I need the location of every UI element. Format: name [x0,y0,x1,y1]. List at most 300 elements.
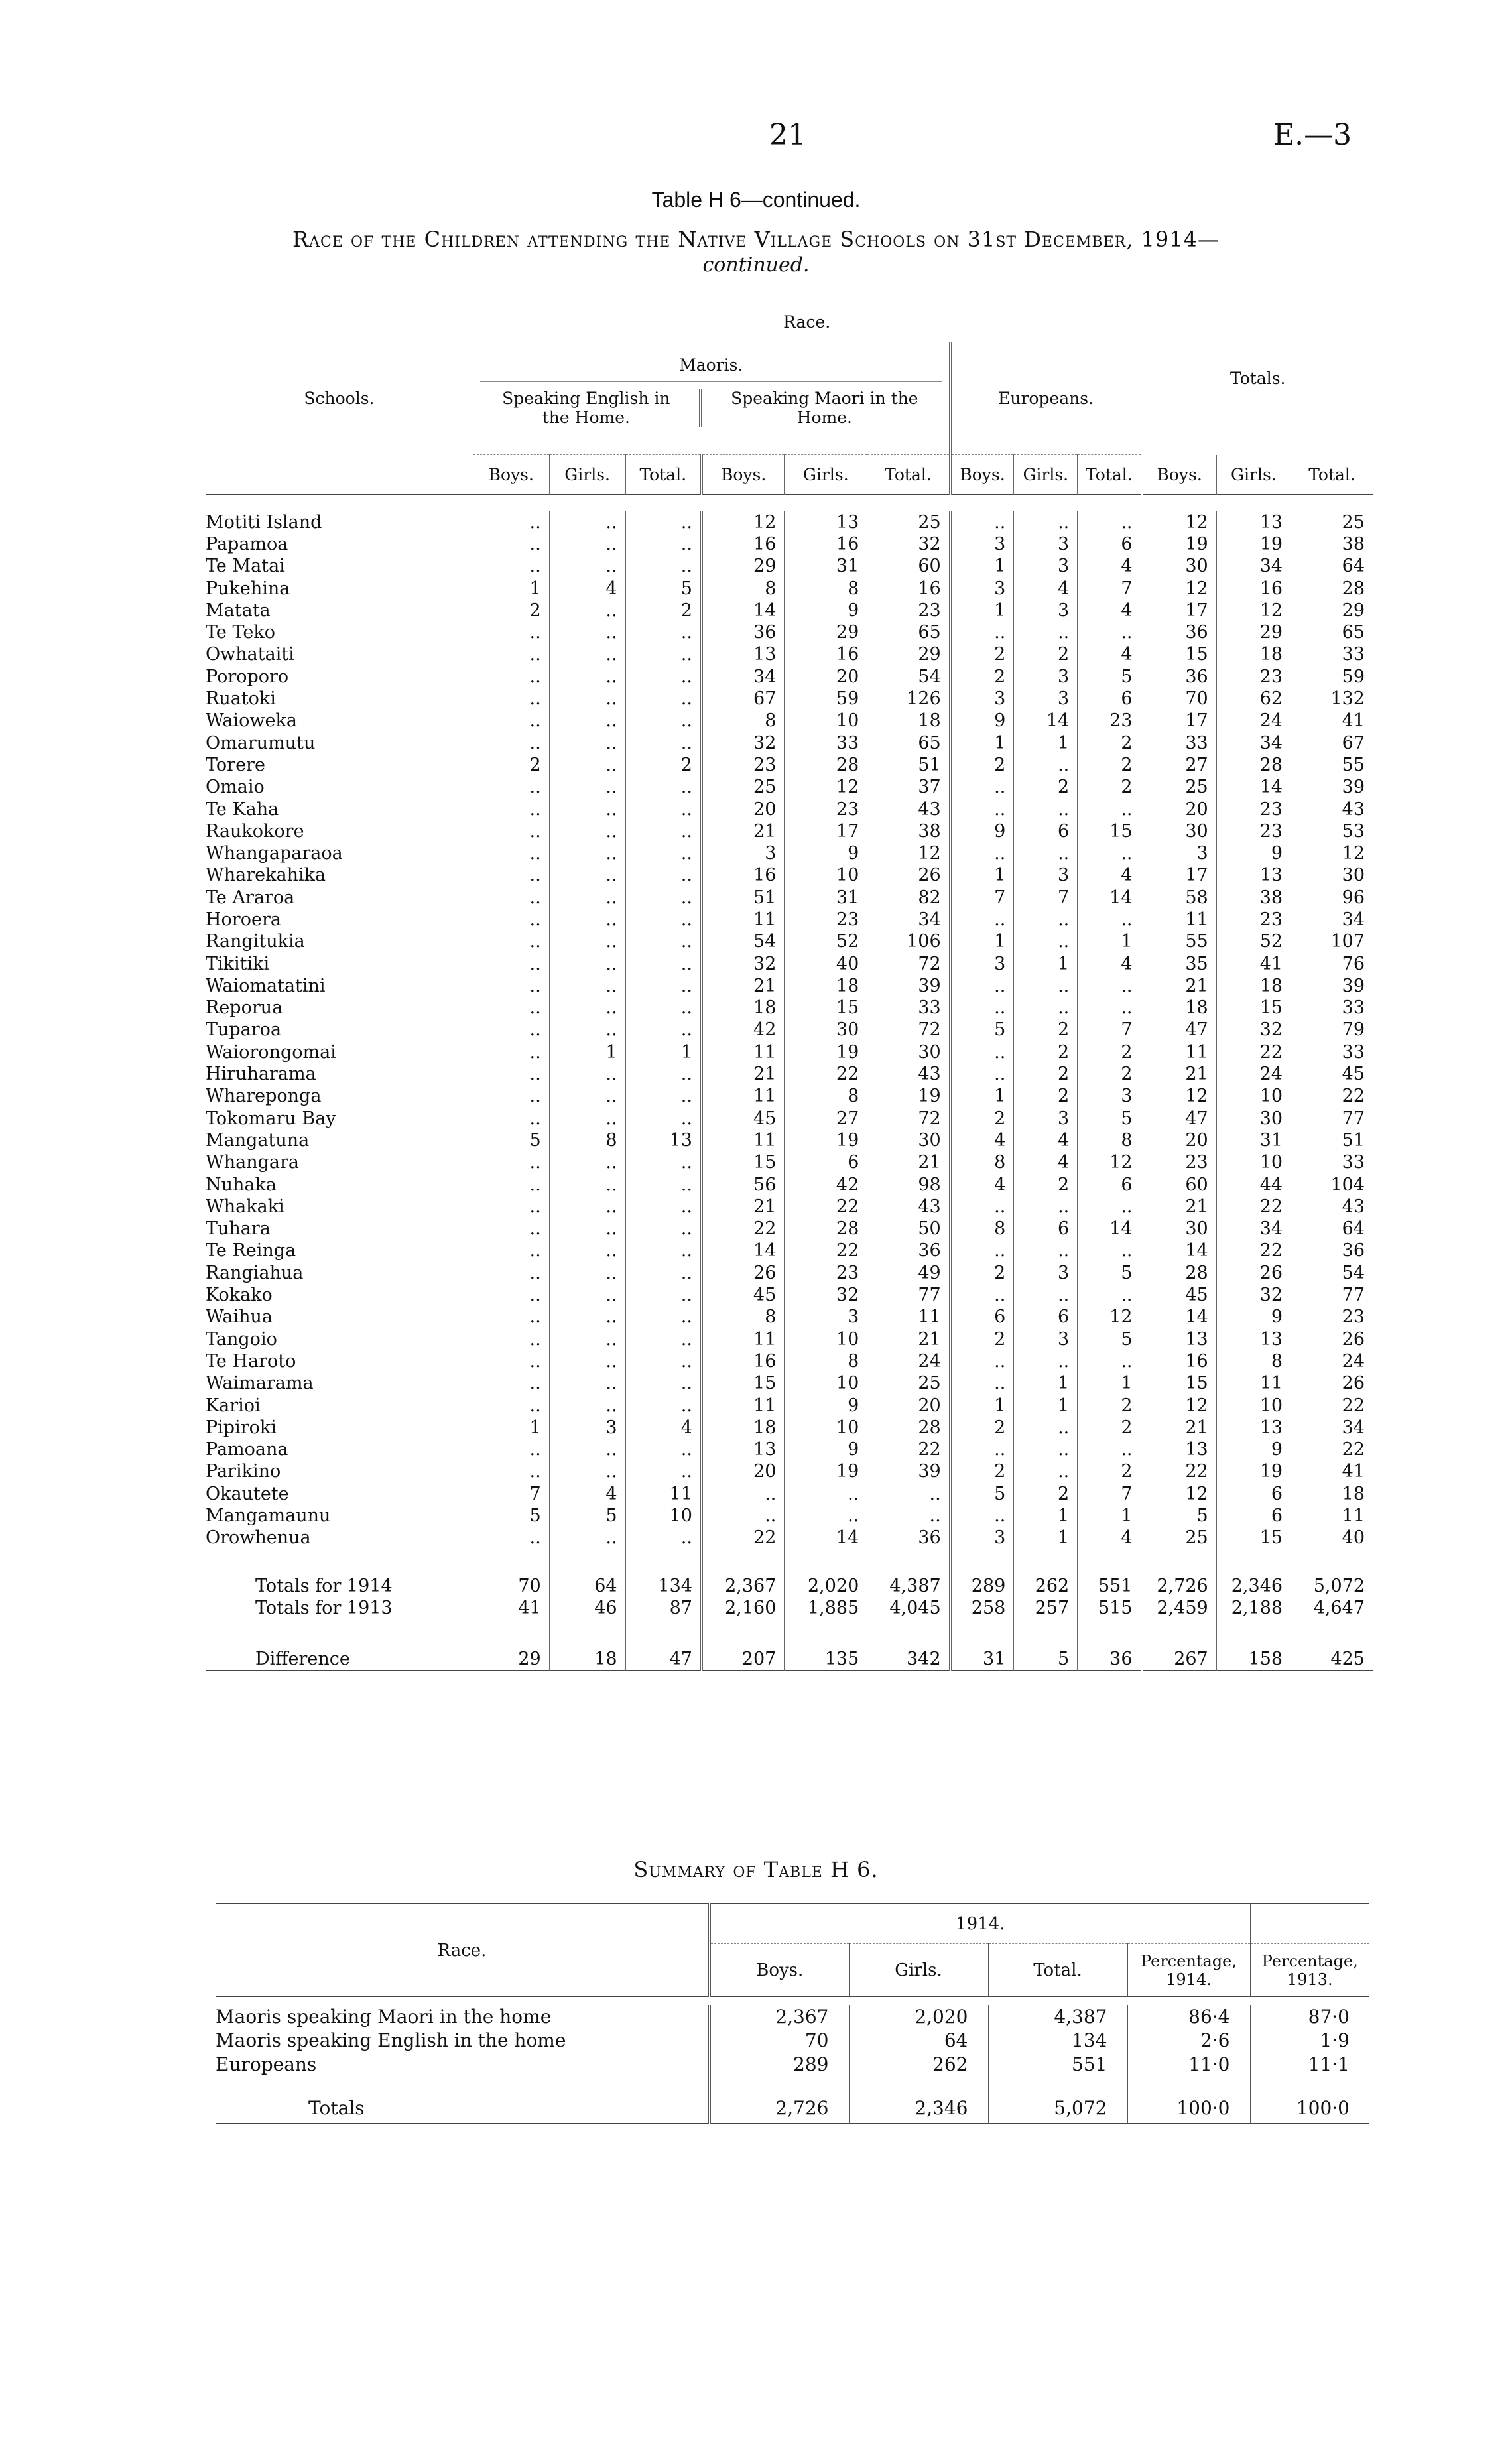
cell-value: .. [549,1439,625,1460]
cell-value: 18 [867,710,950,732]
school-name: Tangoio [206,1328,277,1350]
cell-value: 207 [702,1648,785,1671]
school-name: Ruatoki [206,688,276,710]
cell-value: 3 [785,1306,867,1328]
school-name: Totals for 1913 [255,1598,393,1619]
cell-value: 13 [1216,1328,1291,1350]
school-name: Te Haroto [206,1350,296,1372]
cell-value: 5 [1078,1108,1142,1129]
cell-value: 32 [1216,1019,1291,1041]
school-name: Papamoa [206,533,288,554]
cell-value: 4,647 [1291,1597,1373,1619]
cell-value: 551 [1078,1575,1142,1597]
cell-value: .. [950,776,1014,798]
cell-value: 4 [1078,952,1142,974]
cell-value: 39 [867,1460,950,1482]
cell-value: 158 [1216,1648,1291,1671]
cell-value: 3 [1014,666,1078,688]
school-name: Hiruharama [206,1064,316,1085]
cell-value: .. [549,1460,625,1482]
cell-value: .. [473,1328,549,1350]
summary-girls-header: Girls. [849,1944,988,1997]
cell-value: 29 [702,555,785,577]
cell-value: 33 [1291,997,1373,1019]
cell-value: .. [950,909,1014,931]
cell-value: 3 [1014,533,1078,555]
cell-value: 50 [867,1218,950,1240]
school-name: Waiorongomai [206,1041,336,1062]
summary-value: 5,072 [988,2093,1127,2124]
cell-value: 47 [1142,1108,1217,1129]
cell-value: 64 [1291,1218,1373,1240]
cell-value: .. [549,732,625,753]
cell-value: .. [950,1505,1014,1527]
cell-value: 257 [1014,1597,1078,1619]
cell-value: 64 [549,1575,625,1597]
summary-total-header: Total. [988,1944,1127,1997]
cell-value: 2 [1014,1063,1078,1085]
cell-value: 4 [1078,864,1142,886]
cell-value: 12 [867,842,950,864]
cell-value: .. [473,1085,549,1107]
cell-value: 33 [1291,1151,1373,1173]
cell-value: .. [473,1240,549,1261]
school-name: Pamoana [206,1439,288,1460]
cell-value: 2 [1078,1041,1142,1063]
cell-value: 6 [1014,820,1078,842]
cell-value: 15 [1216,1527,1291,1549]
cell-value: 36 [1142,621,1217,643]
cell-value: 23 [867,600,950,621]
school-name: Waiomatatini [206,975,326,996]
cell-value: .. [1078,975,1142,997]
cell-value: 60 [1142,1173,1217,1195]
cell-value: 15 [1142,1372,1217,1394]
cell-value: 42 [785,1173,867,1195]
cell-value: 29 [867,643,950,665]
table-row [206,1019,1373,1041]
cell-value: 5 [549,1505,625,1527]
cell-value: 16 [702,864,785,886]
cell-value: 96 [1291,887,1373,909]
cell-value: 70 [473,1575,549,1597]
cell-value: 20 [867,1394,950,1416]
school-name: Tuparoa [206,1019,282,1041]
cell-value: .. [625,1063,702,1085]
cell-value: 23 [702,754,785,776]
cell-value: 1 [1078,931,1142,952]
cell-value: 18 [1216,975,1291,997]
school-name: Waihua [206,1307,273,1328]
cell-value: .. [950,1439,1014,1460]
cell-value: 22 [867,1439,950,1460]
page-number: 21 [769,118,806,152]
cell-value: 23 [785,1262,867,1284]
table-row [206,1483,1373,1505]
cell-value: 5 [1078,1262,1142,1284]
cell-value: 5 [950,1483,1014,1505]
cell-value: 21 [1142,1196,1217,1218]
cell-value: 33 [1291,643,1373,665]
cell-value: .. [473,1041,549,1063]
cell-value: 8 [702,710,785,732]
cell-value: 15 [702,1372,785,1394]
school-name: Reporua [206,997,283,1019]
cell-value: 8 [1078,1129,1142,1151]
cell-value: .. [473,887,549,909]
cell-value: 10 [785,1328,867,1350]
cell-value: .. [473,533,549,555]
cell-value: 11 [702,1085,785,1107]
cell-value: 30 [867,1041,950,1063]
cell-value: .. [625,688,702,710]
cell-value: 5 [1078,666,1142,688]
cell-value: 52 [785,931,867,952]
summary-value: 4,387 [988,2005,1127,2029]
cell-value: 19 [785,1460,867,1482]
cell-value: 65 [867,732,950,753]
cell-value: .. [549,1196,625,1218]
summary-boys-header: Boys. [710,1944,849,1997]
cell-value: 2 [1078,1417,1142,1439]
cell-value: 30 [1142,1218,1217,1240]
cell-value: .. [473,931,549,952]
cell-value: 9 [950,820,1014,842]
cell-value: 72 [867,1108,950,1129]
cell-value: .. [473,1306,549,1328]
cell-value: 45 [1291,1063,1373,1085]
cell-value: 28 [785,1218,867,1240]
cell-value: 2 [950,1262,1014,1284]
cell-value: .. [950,997,1014,1019]
cell-value: 22 [702,1218,785,1240]
cell-value: 79 [1291,1019,1373,1041]
cell-value: 20 [1142,798,1217,820]
table-row [206,820,1373,842]
cell-value: .. [625,931,702,952]
cell-value: 7 [1014,887,1078,909]
cell-value: .. [549,952,625,974]
cell-value: .. [1014,511,1078,533]
cell-value: 17 [1142,864,1217,886]
cell-value: .. [625,1527,702,1549]
cell-value: 22 [1216,1240,1291,1261]
cell-value: 267 [1142,1648,1217,1671]
cell-value: 43 [1291,798,1373,820]
cell-value: .. [473,666,549,688]
cell-value: 24 [1216,710,1291,732]
table-row [206,688,1373,710]
cell-value: 7 [473,1483,549,1505]
cell-value: .. [549,1218,625,1240]
cell-value: 21 [702,820,785,842]
cell-value: .. [950,1196,1014,1218]
eng-total-header: Total. [625,455,702,495]
cell-value: 26 [702,1262,785,1284]
cell-value: 106 [867,931,950,952]
cell-value: 55 [1291,754,1373,776]
cell-value: 34 [1216,732,1291,753]
school-name: Te Araroa [206,887,295,908]
cell-value: 29 [473,1648,549,1671]
cell-value: 54 [702,931,785,952]
cell-value: .. [549,1108,625,1129]
cell-value: 13 [1216,511,1291,533]
summary-pct1914-header: Percentage, 1914. [1127,1944,1250,1997]
cell-value: 7 [950,887,1014,909]
europeans-header: Europeans. [950,342,1142,455]
cell-value: 41 [1216,952,1291,974]
cell-value: 2 [1014,776,1078,798]
cell-value: 40 [785,952,867,974]
cell-value: .. [549,975,625,997]
cell-value: .. [549,1350,625,1372]
cell-value: .. [625,1019,702,1041]
table-row [206,1328,1373,1350]
cell-value: .. [1014,1460,1078,1482]
cell-value: 30 [1142,555,1217,577]
cell-value: 26 [1216,1262,1291,1284]
cell-value: 70 [1142,688,1217,710]
cell-value: 14 [1078,1218,1142,1240]
cell-value: 2 [473,600,549,621]
cell-value: 2 [1014,1483,1078,1505]
school-name: Difference [255,1649,350,1670]
cell-value: 4 [1014,1151,1078,1173]
cell-value: 28 [785,754,867,776]
cell-value: .. [549,1306,625,1328]
cell-value: .. [473,820,549,842]
cell-value: 4,387 [867,1575,950,1597]
cell-value: 3 [1014,1262,1078,1284]
school-name: Whangara [206,1152,300,1173]
summary-pct1913-header: Percentage, 1913. [1250,1944,1369,1997]
cell-value: 1 [549,1041,625,1063]
cell-value: 5 [1078,1328,1142,1350]
cell-value: .. [473,1173,549,1195]
school-name: Te Teko [206,622,275,643]
cell-value: 25 [1142,776,1217,798]
school-name: Te Reinga [206,1240,296,1261]
cell-value: 21 [867,1328,950,1350]
cell-value: 6 [1216,1483,1291,1505]
cell-value: 2 [950,666,1014,688]
cell-value: .. [1014,997,1078,1019]
cell-value: 14 [702,1240,785,1261]
cell-value: 23 [1142,1151,1217,1173]
cell-value: 107 [1291,931,1373,952]
cell-value: 15 [702,1151,785,1173]
cell-value: 4 [1078,1527,1142,1549]
cell-value: 342 [867,1648,950,1671]
cell-value: .. [625,621,702,643]
cell-value: 22 [1291,1085,1373,1107]
cell-value: 425 [1291,1648,1373,1671]
cell-value: 36 [702,621,785,643]
cell-value: 5 [1142,1505,1217,1527]
cell-value: 15 [1078,820,1142,842]
cell-value: 3 [950,952,1014,974]
cell-value: 4 [549,1483,625,1505]
cell-value: 2 [1014,643,1078,665]
cell-value: 34 [1216,555,1291,577]
table-row [206,776,1373,798]
cell-value: 1 [1014,1394,1078,1416]
cell-value: 17 [1142,600,1217,621]
cell-value: 67 [1291,732,1373,753]
cell-value: .. [549,1262,625,1284]
cell-value: 35 [1142,952,1217,974]
cell-value: .. [1014,1284,1078,1306]
cell-value: 1 [1014,1527,1078,1549]
cell-value: 258 [950,1597,1014,1619]
cell-value: 9 [785,1394,867,1416]
table-row [206,1173,1373,1195]
cell-value: .. [950,1063,1014,1085]
cell-value: 16 [785,643,867,665]
cell-value: 1 [1078,1372,1142,1394]
cell-value: 12 [1142,1394,1217,1416]
cell-value: .. [950,1041,1014,1063]
cell-value: 14 [785,1527,867,1549]
table-row [206,842,1373,864]
cell-value: 47 [1142,1019,1217,1041]
table-row [206,1196,1373,1218]
cell-value: 49 [867,1262,950,1284]
tot-total-header: Total. [1291,455,1373,495]
cell-value: 28 [867,1417,950,1439]
cell-value: 3 [1014,600,1078,621]
summary-year-header: 1914. [710,1904,1250,1944]
cell-value: 26 [1291,1328,1373,1350]
cell-value: 13 [625,1129,702,1151]
cell-value: 1 [1014,1372,1078,1394]
cell-value: 32 [785,1284,867,1306]
cell-value: 34 [867,909,950,931]
cell-value: 8 [702,577,785,599]
cell-value: 2 [950,1460,1014,1482]
cell-value: 12 [1078,1151,1142,1173]
cell-value: .. [549,1019,625,1041]
cell-value: 14 [1078,887,1142,909]
cell-value: 11 [702,1129,785,1151]
cell-value: 16 [702,1350,785,1372]
cell-value: 76 [1291,952,1373,974]
cell-value: 44 [1216,1173,1291,1195]
cell-value: .. [549,1394,625,1416]
summary-value: 87·0 [1250,2005,1369,2029]
table-row [206,909,1373,931]
cell-value: 4 [950,1129,1014,1151]
cell-value: .. [473,997,549,1019]
cell-value: .. [950,1240,1014,1261]
cell-value: 33 [785,732,867,753]
summary-value: 262 [849,2053,988,2077]
summary-totals-row [216,2093,1369,2124]
totals-row [206,1648,1373,1671]
cell-value: 135 [785,1648,867,1671]
cell-value: 1 [1014,952,1078,974]
cell-value: 18 [702,997,785,1019]
school-name: Motiti Island [206,511,322,533]
cell-value: 2 [1078,1394,1142,1416]
cell-value: .. [625,1173,702,1195]
table-row [206,643,1373,665]
cell-value: .. [1078,621,1142,643]
cell-value: 9 [785,600,867,621]
cell-value: 8 [950,1218,1014,1240]
table-row [206,710,1373,732]
cell-value: 20 [702,1460,785,1482]
cell-value: 39 [867,975,950,997]
cell-value: 2 [1078,1063,1142,1085]
cell-value: 9 [785,1439,867,1460]
cell-value: .. [549,643,625,665]
cell-value: 262 [1014,1575,1078,1597]
cell-value: 36 [1078,1648,1142,1671]
cell-value: 3 [1014,1108,1078,1129]
cell-value: 134 [625,1575,702,1597]
table-row [206,1284,1373,1306]
cell-value: 10 [1216,1151,1291,1173]
cell-value: 10 [785,864,867,886]
cell-value: 2 [950,1417,1014,1439]
cell-value: .. [867,1483,950,1505]
cell-value: 19 [1216,1460,1291,1482]
school-name: Matata [206,600,271,621]
cell-value: .. [625,997,702,1019]
table-row [206,533,1373,555]
school-name: Owhataiti [206,644,294,665]
cell-value: 20 [785,666,867,688]
cell-value: 2 [1078,776,1142,798]
cell-value: 5 [473,1505,549,1527]
summary-value: 2·6 [1127,2029,1250,2053]
cell-value: .. [625,1196,702,1218]
school-name: Torere [206,754,265,775]
summary-value: 134 [988,2029,1127,2053]
school-name: Whangaparaoa [206,843,343,864]
cell-value: .. [473,1151,549,1173]
cell-value: 40 [1291,1527,1373,1549]
table-row [206,1394,1373,1416]
cell-value: 11 [1291,1505,1373,1527]
table-row [206,621,1373,643]
cell-value: .. [549,1063,625,1085]
cell-value: 2 [1014,1041,1078,1063]
cell-value: 3 [1014,555,1078,577]
cell-value: 21 [702,975,785,997]
race-name: Maoris speaking Maori in the home [216,2006,552,2027]
cell-value: .. [785,1483,867,1505]
cell-value: 32 [702,732,785,753]
cell-value: 19 [785,1041,867,1063]
cell-value: 2 [1078,1460,1142,1482]
cell-value: 9 [950,710,1014,732]
cell-value: 14 [702,600,785,621]
school-name: Mangamaunu [206,1506,331,1526]
cell-value: 16 [1142,1350,1217,1372]
cell-value: .. [1078,997,1142,1019]
cell-value: 32 [867,533,950,555]
cell-value: 24 [1216,1063,1291,1085]
cell-value: .. [473,1063,549,1085]
summary-value: 11·1 [1250,2053,1369,2077]
summary-value: 100·0 [1250,2093,1369,2124]
table-subtitle: Race of the Children attending the Native Village Schools on 31st December, 1914— [292,227,1220,252]
cell-value: .. [549,555,625,577]
cell-value: 10 [625,1505,702,1527]
